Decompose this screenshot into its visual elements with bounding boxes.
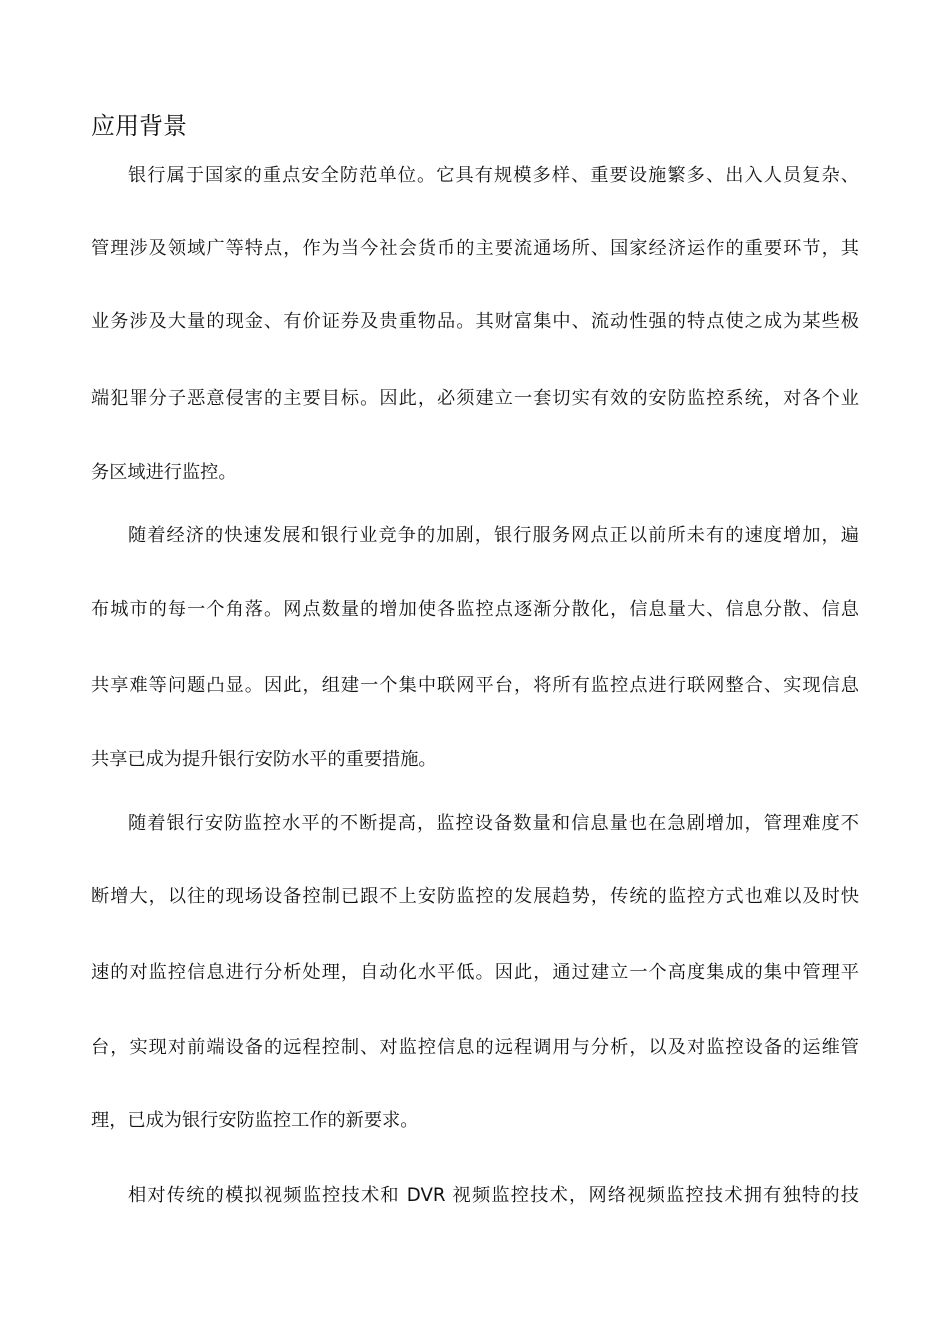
paragraph-3-line-2: 断增大，以往的现场设备控制已跟不上安防监控的发展趋势，传统的监控方式也难以及时快: [91, 886, 859, 907]
paragraph-1-line-1: 银行属于国家的重点安全防范单位。它具有规模多样、重要设施繁多、出入人员复杂、: [128, 165, 859, 186]
paragraph-4-line-1: 相对传统的模拟视频监控技术和 DVR 视频监控技术，网络视频监控技术拥有独特的技: [128, 1185, 859, 1206]
paragraph-1-line-2: 管理涉及领域广等特点，作为当今社会货币的主要流通场所、国家经济运作的重要环节，其: [91, 238, 859, 259]
paragraph-3-line-1: 随着银行安防监控水平的不断提高，监控设备数量和信息量也在急剧增加，管理难度不: [128, 813, 859, 834]
paragraph-1-line-5: 务区域进行监控。: [91, 462, 237, 483]
paragraph-3-line-3: 速的对监控信息进行分析处理，自动化水平低。因此，通过建立一个高度集成的集中管理平: [91, 962, 859, 983]
paragraph-3-line-4: 台，实现对前端设备的远程控制、对监控信息的远程调用与分析，以及对监控设备的运维管: [91, 1037, 859, 1058]
paragraph-1-line-3: 业务涉及大量的现金、有价证券及贵重物品。其财富集中、流动性强的特点使之成为某些极: [91, 311, 859, 332]
paragraph-2-line-4: 共享已成为提升银行安防水平的重要措施。: [91, 749, 437, 770]
paragraph-2-line-2: 布城市的每一个角落。网点数量的增加使各监控点逐渐分散化，信息量大、信息分散、信息: [91, 599, 859, 620]
section-heading: 应用背景: [91, 112, 187, 140]
paragraph-1-line-4: 端犯罪分子恶意侵害的主要目标。因此，必须建立一套切实有效的安防监控系统，对各个业: [91, 388, 859, 409]
paragraph-2-line-1: 随着经济的快速发展和银行业竞争的加剧，银行服务网点正以前所未有的速度增加，遍: [128, 525, 859, 546]
paragraph-2-line-3: 共享难等问题凸显。因此，组建一个集中联网平台，将所有监控点进行联网整合、实现信息: [91, 675, 859, 696]
paragraph-3-line-5: 理，已成为银行安防监控工作的新要求。: [91, 1110, 419, 1131]
